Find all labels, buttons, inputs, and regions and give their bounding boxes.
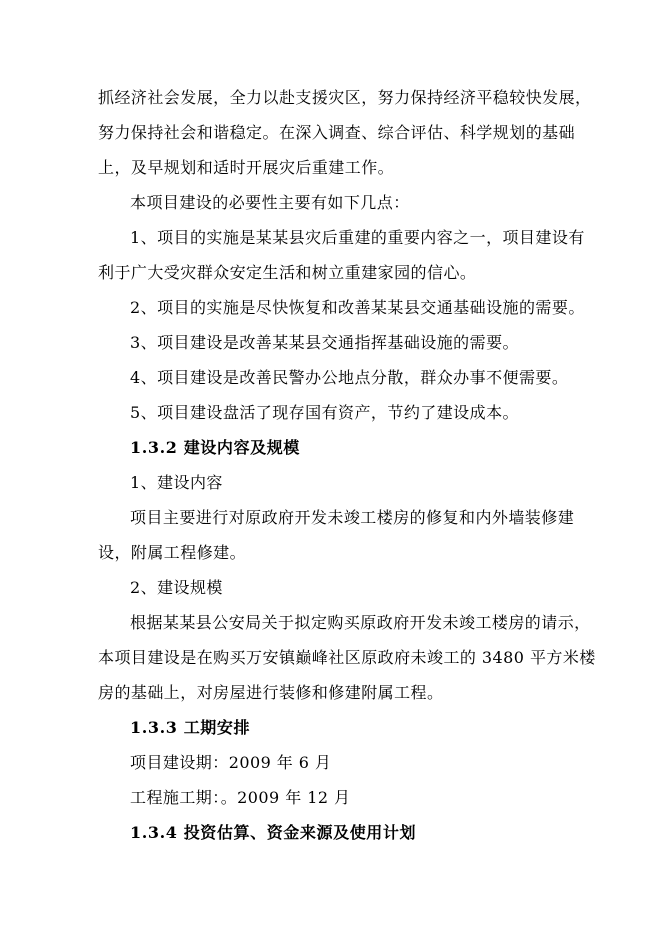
schedule-construction-period: 项目建设期：2009 年 6 月 — [130, 753, 332, 772]
paragraph-line: 本项目建设是在购买万安镇巅峰社区原政府未竣工的 3480 平方米楼 — [98, 648, 596, 667]
schedule-work-period: 工程施工期：。2009 年 12 月 — [130, 788, 351, 807]
paragraph-line: 根据某某县公安局关于拟定购买原政府开发未竣工楼房的请示， — [130, 613, 591, 632]
list-item-2: 2、项目的实施是尽快恢复和改善某某县交通基础设施的需要。 — [130, 298, 585, 317]
section-heading-1-3-4: 1.3.4 投资估算、资金来源及使用计划 — [130, 823, 417, 842]
list-item-1-cont: 利于广大受灾群众安定生活和树立重建家园的信心。 — [98, 263, 477, 282]
paragraph-line: 上，及早规划和适时开展灾后重建工作。 — [98, 158, 395, 177]
list-item-4: 4、项目建设是改善民警办公地点分散，群众办事不便需要。 — [130, 368, 569, 387]
section-heading-1-3-3: 1.3.3 工期安排 — [130, 718, 251, 737]
subsection-title: 1、建设内容 — [130, 473, 223, 492]
paragraph-line: 努力保持社会和谐稳定。在深入调查、综合评估、科学规划的基础 — [98, 123, 576, 142]
list-item-3: 3、项目建设是改善某某县交通指挥基础设施的需要。 — [130, 333, 519, 352]
paragraph-line: 房的基础上，对房屋进行装修和修建附属工程。 — [98, 683, 444, 702]
list-item-5: 5、项目建设盘活了现存国有资产，节约了建设成本。 — [130, 403, 519, 422]
paragraph-line: 设，附属工程修建。 — [98, 543, 247, 562]
paragraph-line: 抓经济社会发展，全力以赴支援灾区，努力保持经济平稳较快发展， — [98, 88, 592, 107]
paragraph-line: 本项目建设的必要性主要有如下几点： — [130, 193, 410, 212]
list-item-1: 1、项目的实施是某某县灾后重建的重要内容之一，项目建设有 — [130, 228, 585, 247]
paragraph-line: 项目主要进行对原政府开发未竣工楼房的修复和内外墙装修建 — [130, 508, 575, 527]
section-heading-1-3-2: 1.3.2 建设内容及规模 — [130, 438, 300, 457]
subsection-title: 2、建设规模 — [130, 578, 223, 597]
